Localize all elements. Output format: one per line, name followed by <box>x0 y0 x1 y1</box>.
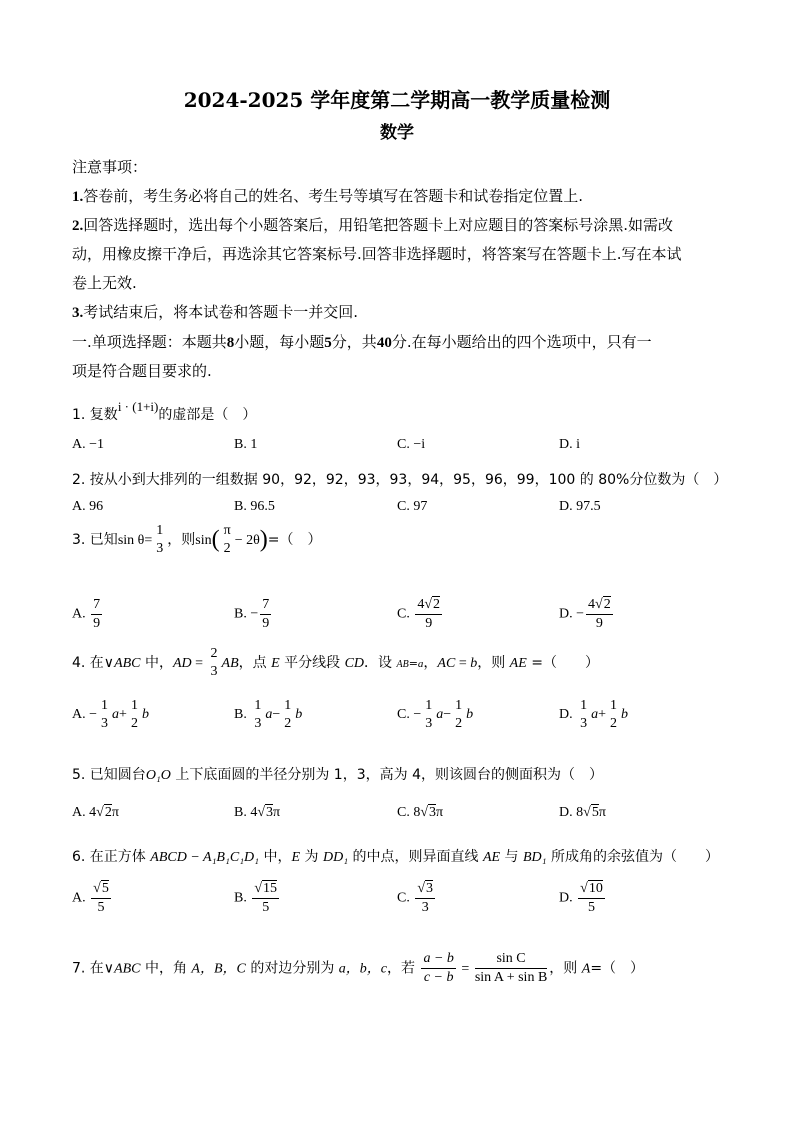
q6-ae: AE <box>482 850 501 865</box>
q7-right-den: sin A + sin B <box>474 970 548 985</box>
q6-d-rad: 10 <box>588 881 603 896</box>
section-1-text-d: 分.在每小题给出的四个选项中，只有一 <box>391 333 652 351</box>
q3-a-num: 7 <box>91 596 102 615</box>
q4-a-n1: 1 <box>101 698 109 713</box>
q4-a-sign: − <box>89 707 98 723</box>
q5-option-b[interactable]: B. 4√3π <box>234 805 281 820</box>
q3-fraction <box>154 522 165 558</box>
q1-option-a[interactable]: A. −1 <box>72 437 105 452</box>
section-1-points: 5 <box>324 335 332 351</box>
q6-b-label: B. <box>234 890 247 906</box>
q7-suffix: =（ ） <box>590 960 645 977</box>
q4-c-v2: b <box>466 707 474 723</box>
q3-option-a[interactable] <box>72 596 104 633</box>
q1-option-c[interactable]: C. −i <box>397 437 426 452</box>
q4-suffix: =（ ） <box>526 655 599 671</box>
q4-option-a[interactable] <box>72 697 149 733</box>
q4-b-d1: 3 <box>254 716 262 731</box>
q4-mid1: 中， <box>140 655 173 671</box>
question-3 <box>72 522 322 558</box>
q6-a-den: 5 <box>97 900 105 915</box>
page-title: 2024-2025 学年度第二学期高一教学质量检测 <box>183 88 611 112</box>
q7-mid2: 的对边分别为 <box>245 960 339 977</box>
q3-option-b[interactable] <box>234 596 273 633</box>
q6-a-rad: 5 <box>101 881 109 896</box>
q6-mid3: 的中点，则异面直线 <box>348 849 483 865</box>
q4-a-op: + <box>119 707 127 723</box>
q4-c-op: − <box>443 707 452 723</box>
q3-arg-den: 2 <box>223 541 231 556</box>
q2-option-a[interactable]: A. 96 <box>72 499 104 514</box>
q5-c-coef: 8 <box>413 805 421 820</box>
q5-d-label: D. <box>559 805 573 820</box>
question-4 <box>72 645 599 681</box>
q3-sin-theta: sin θ= <box>117 533 153 548</box>
q4-option-d[interactable] <box>559 697 628 733</box>
q6-option-a[interactable]: A. $\frac{√5}{5}$ <box>72 881 109 915</box>
q3-d-num: 4 <box>588 597 596 612</box>
q4-eq: = <box>191 656 207 671</box>
q4-b-op: − <box>272 707 281 723</box>
q5-b-coef: 4 <box>250 805 258 820</box>
notes-heading: 注意事项： <box>72 158 148 176</box>
q4-d-d2: 2 <box>610 716 618 731</box>
q4-mid7: = <box>455 656 471 671</box>
q7-prefix: 7. 在∨ <box>72 960 115 977</box>
section-1-text-c: 分，共 <box>331 333 377 351</box>
q6-d-den: 5 <box>587 900 595 915</box>
q3-d-rad: 2 <box>603 597 611 612</box>
q4-num: 2 <box>210 646 218 661</box>
q4-den: 3 <box>210 664 218 679</box>
q5-a-label: A. <box>72 805 86 820</box>
q4-a-label: A. <box>72 707 86 723</box>
q4-a-d1: 3 <box>101 716 109 731</box>
q4-ad: AD <box>172 656 192 671</box>
q4-mid8: ，则 <box>477 655 510 671</box>
note-1 <box>72 186 724 207</box>
q2-option-c[interactable]: C. 97 <box>397 499 428 514</box>
q5-b-rad: 3 <box>266 805 274 820</box>
q1-option-b[interactable]: B. 1 <box>234 437 258 452</box>
q6-c-rad: 3 <box>426 881 434 896</box>
q3-mid: ，则 <box>167 532 196 548</box>
q6-c-den: 3 <box>421 900 429 915</box>
q4-c-d1: 3 <box>425 716 433 731</box>
q7-abc: ABC <box>114 961 141 977</box>
q7-mid3: ，若 <box>387 960 420 977</box>
q4-d-v1: a <box>591 707 599 723</box>
q3-arg-rest: − 2θ <box>234 533 260 548</box>
q4-d-op: + <box>598 707 607 723</box>
q5-a-coef: 4 <box>89 805 97 820</box>
q4-b-v1: a <box>265 707 273 723</box>
q4-vec-a: a <box>417 658 424 670</box>
q6-b-den: 5 <box>262 900 270 915</box>
section-1-line-1 <box>72 332 724 353</box>
q4-c-v1: a <box>436 707 444 723</box>
q7-left-num: a − b <box>421 950 455 969</box>
q4-mid6: ， <box>423 655 438 671</box>
q6-bd: BD₁ <box>522 850 547 865</box>
q4-c-label: C. <box>397 707 410 723</box>
q4-d-d1: 3 <box>580 716 588 731</box>
q4-a-d2: 2 <box>130 716 138 731</box>
q3-b-label: B. <box>234 606 247 622</box>
q6-dd: DD₁ <box>322 850 349 865</box>
q4-mid3: 平分线段 <box>279 655 345 671</box>
q7-a: A <box>581 961 591 977</box>
q5-option-a[interactable]: A. 4√2π <box>72 805 119 820</box>
q6-prefix: 6. 在正方体 <box>72 849 151 865</box>
question-7 <box>72 950 644 987</box>
q1-prefix: 1. 复数 <box>72 407 118 423</box>
section-1-total: 40 <box>376 335 392 351</box>
q3-sin: sin <box>195 533 212 548</box>
q3-num: 1 <box>156 523 164 538</box>
q4-b-n1: 1 <box>254 698 262 713</box>
note-3-number: 3. <box>72 305 84 321</box>
q6-d-label: D. <box>559 890 573 906</box>
q6-suffix: 所成角的余弦值为（ ） <box>546 849 719 865</box>
q4-ac: AC <box>437 656 456 671</box>
section-1-text-b: 小题，每小题 <box>234 333 325 351</box>
note-2-number: 2. <box>72 218 84 234</box>
note-2-line-1 <box>72 215 724 236</box>
q5-a-rad: 2 <box>104 805 112 820</box>
section-1-text-a: 一.单项选择题：本题共 <box>72 333 227 351</box>
q7-eq: = <box>457 961 473 977</box>
q3-paren-right: ) <box>259 526 268 553</box>
q6-mid2: 为 <box>300 849 323 865</box>
q4-a-v2: b <box>141 707 149 723</box>
q4-mid2: ，点 <box>238 655 272 671</box>
q5-b-pi: π <box>273 805 281 820</box>
q3-paren-left: ( <box>211 526 220 553</box>
question-5 <box>72 764 603 784</box>
q3-d-label: D. <box>559 606 573 622</box>
q3-option-c[interactable]: C. $\frac{4√2}{9}$ <box>397 597 441 631</box>
q5-suffix: 上下底面圆的半径分别为 1，3，高为 4，则该圆台的侧面积为（ ） <box>170 767 603 783</box>
q4-d-v2: b <box>621 707 629 723</box>
q4-option-c[interactable] <box>397 697 473 733</box>
q3-a-den: 9 <box>93 616 101 631</box>
q4-ab: AB <box>221 656 239 671</box>
q4-d-n1: 1 <box>580 698 588 713</box>
q3-arg-num: π <box>223 523 231 538</box>
question-6 <box>72 846 719 866</box>
q4-c-n1: 1 <box>425 698 433 713</box>
question-1 <box>72 399 257 424</box>
q6-option-c[interactable]: C. $\frac{√3}{3}$ <box>397 881 434 915</box>
q4-d-n2: 1 <box>610 698 618 713</box>
q7-right-num: sin C <box>475 950 547 969</box>
q4-b-d2: 2 <box>284 716 292 731</box>
q5-option-d[interactable]: D. 8√5π <box>559 805 606 820</box>
q5-prefix: 5. 已知圆台 <box>72 767 146 783</box>
q7-mid1: 中，角 <box>140 960 192 977</box>
q7-vars: A，B，C <box>191 961 246 977</box>
note-2-line-3: 卷上无效. <box>72 274 137 292</box>
q4-c-d2: 2 <box>455 716 463 731</box>
q4-mid4: ．设 <box>364 655 397 671</box>
q7-sides: a，b，c <box>338 961 387 977</box>
note-3-text: 考试结束后，将本试卷和答题卡一并交回. <box>83 303 359 321</box>
q6-a-label: A. <box>72 890 86 906</box>
q2-option-d[interactable]: D. 97.5 <box>559 499 601 514</box>
q4-vec-ab: AB <box>396 659 409 670</box>
q3-arg-fraction <box>222 522 233 558</box>
q3-b-num: 7 <box>260 596 271 615</box>
q3-d-den: 9 <box>595 616 603 631</box>
q4-e: E <box>271 656 280 671</box>
q3-b-den: 9 <box>262 616 270 631</box>
q4-d-label: D. <box>559 707 573 723</box>
q5-d-pi: π <box>598 805 606 820</box>
q6-option-b[interactable]: B. $\frac{√15}{5}$ <box>234 881 278 915</box>
q5-c-pi: π <box>436 805 444 820</box>
section-1-line-2: 项是符合题目要求的. <box>72 362 212 380</box>
q4-option-b[interactable] <box>234 697 302 733</box>
q5-b-label: B. <box>234 805 247 820</box>
q5-name: O₁O <box>145 768 171 783</box>
q7-mid4: ，则 <box>549 960 582 977</box>
q3-c-den: 9 <box>425 616 433 631</box>
note-3 <box>72 302 724 323</box>
note-1-number: 1. <box>72 189 84 205</box>
q4-abc: ABC <box>114 656 141 671</box>
q5-option-c[interactable]: C. 8√3π <box>397 805 444 820</box>
note-1-text: 答卷前，考生务必将自己的姓名、考生号等填写在答题卡和试卷指定位置上. <box>83 187 584 205</box>
q1-expression: i · (1+i) <box>117 399 159 414</box>
q4-b: b <box>470 656 478 671</box>
q3-c-num: 4 <box>417 597 425 612</box>
note-2-line-2: 动，用橡皮擦干净后，再选涂其它答案标号.回答非选择题时，将答案写在答题卡上.写在本试 <box>72 245 682 263</box>
q3-c-rad: 2 <box>433 597 441 612</box>
section-1-count: 8 <box>226 335 235 351</box>
q3-option-d[interactable]: D. − $\frac{4√2}{9}$ <box>559 597 611 631</box>
q5-a-pi: π <box>111 805 119 820</box>
q4-b-n2: 1 <box>284 698 292 713</box>
q7-left-den: c − b <box>423 970 454 985</box>
q6-e: E <box>291 850 301 865</box>
q5-d-rad: 5 <box>591 805 599 820</box>
q4-a-v1: a <box>112 707 120 723</box>
q4-b-v2: b <box>295 707 303 723</box>
q6-cube: ABCD − A₁B₁C₁D₁ <box>150 850 260 865</box>
q5-d-coef: 8 <box>576 805 584 820</box>
q4-c-sign: − <box>413 707 422 723</box>
q5-c-rad: 3 <box>429 805 437 820</box>
q4-prefix: 4. 在∨ <box>72 655 115 671</box>
q3-a-label: A. <box>72 606 86 622</box>
q6-c-label: C. <box>397 890 410 906</box>
q3-c-label: C. <box>397 606 410 622</box>
q6-mid4: 与 <box>500 849 523 865</box>
q2-option-b[interactable]: B. 96.5 <box>234 499 275 514</box>
q4-a-n2: 1 <box>130 698 138 713</box>
q4-ae: AE <box>509 656 527 671</box>
q6-b-rad: 15 <box>263 881 278 896</box>
q4-b-label: B. <box>234 707 247 723</box>
subject-title: 数学 <box>380 123 414 143</box>
note-2-text-1: 回答选择题时，选出每个小题答案后，用铅笔把答题卡上对应题目的答案标号涂黑.如需改 <box>83 216 674 234</box>
q3-d-sign: − <box>576 606 585 622</box>
q1-option-d[interactable]: D. i <box>559 437 580 452</box>
q3-b-sign: − <box>250 606 259 622</box>
q3-den: 3 <box>156 541 164 556</box>
q4-mid5: = <box>408 657 418 670</box>
q6-mid1: 中， <box>259 849 292 865</box>
q5-c-label: C. <box>397 805 410 820</box>
question-2: 2. 按从小到大排列的一组数据 90，92，92，93，93，94，95，96，99，100 的 80%分位数为（ ） <box>72 472 728 488</box>
q3-prefix: 3. 已知 <box>72 532 118 548</box>
q1-suffix: 的虚部是（ ） <box>158 407 257 423</box>
q4-c-n2: 1 <box>455 698 463 713</box>
q4-cd: CD <box>344 656 365 671</box>
q3-suffix: =（ ） <box>267 532 322 548</box>
q6-option-d[interactable]: D. $\frac{√10}{5}$ <box>559 881 603 915</box>
